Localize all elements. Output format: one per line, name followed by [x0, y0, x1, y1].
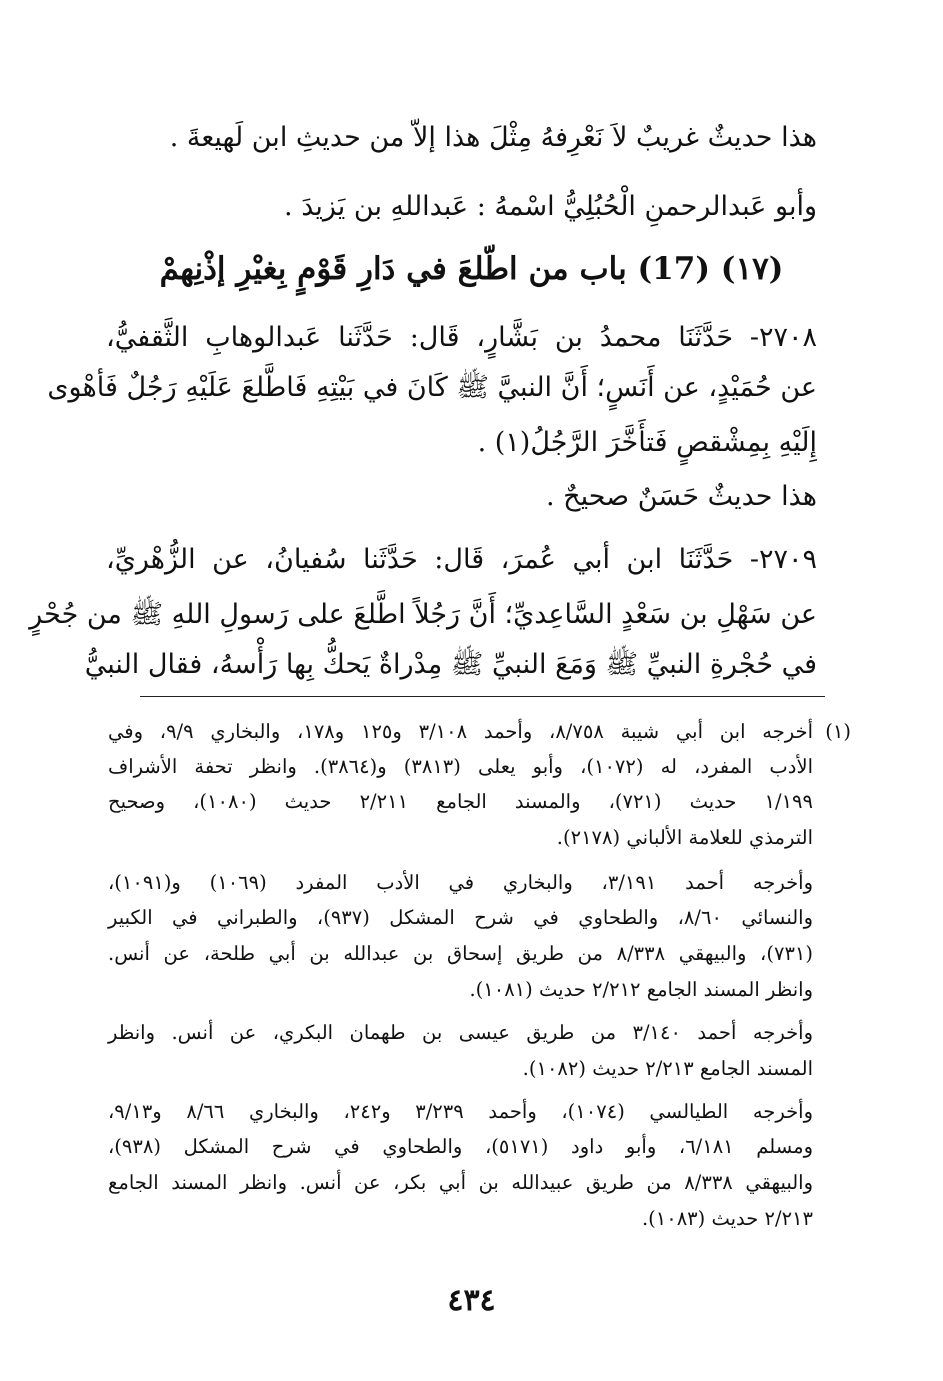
footnote-line: والنسائي ٨/٦٠، والطحاوي في شرح المشكل (٩٣٧)، والطبراني في الكبير	[108, 906, 813, 929]
narrator-note-line: وأبو عَبدالرحمنِ الْحُبُلِيُّ اسْمهُ : عَبداللهِ بن يَزيدَ .	[284, 191, 817, 222]
hadith-grade-line-2: هذا حديثٌ حَسَنٌ صحيحٌ .	[546, 481, 817, 512]
hadith-2709-line-1: ٢٧٠٩- حَدَّثَنَا ابن أبي عُمرَ، قَال: حَدَّثَنا سُفيانُ، عن الزُّهْريِّ،	[106, 544, 817, 575]
footnote-line: والبيهقي ٨/٣٣٨ من طريق عبيدالله بن أبي بكر، عن أنس. وانظر المسند الجامع	[108, 1171, 813, 1194]
footnote-line: ومسلم ٦/١٨١، وأبو داود (٥١٧١)، والطحاوي في شرح المشكل (٩٣٨)،	[108, 1135, 813, 1158]
footnote-line: الترمذي للعلامة الألباني (٢١٧٨).	[556, 826, 813, 849]
hadith-2708-line-3: إِلَيْهِ بِمِشْقصٍ فَتأَخَّرَ الرَّجُلُ(١) .	[477, 427, 817, 458]
footnote-line: ١/١٩٩ حديث (٧٢١)، والمسند الجامع ٢/٢١١ حديث (١٠٨٠)، وصحيح	[108, 790, 813, 813]
chapter-heading: (١٧) (17) باب من اطّلعَ في دَارِ قَوْمٍ بِغيْرِ إذْنِهمْ	[159, 251, 784, 287]
hadith-2708-line-1: ٢٧٠٨- حَدَّثَنَا محمدُ بن بَشَّارٍ، قَال: حَدَّثَنا عَبدالوهابِ الثَّقفيُّ،	[106, 322, 817, 353]
hadith-2708-line-2: عن حُمَيْدٍ، عن أَنَسٍ؛ أَنَّ النبيَّ ﷺ كَانَ في بَيْتِهِ فَاطَّلعَ عَلَيْهِ رَجُلٌ فَأهْوى	[47, 372, 817, 403]
hadith-2709-line-2: عن سَهْلِ بن سَعْدٍ السَّاعِديِّ؛ أَنَّ رَجُلاً اطَّلعَ على رَسولِ اللهِ ﷺ من جُحْرٍ	[29, 599, 817, 630]
footnote-line: (٧٣١)، والبيهقي ٨/٣٣٨ من طريق إسحاق بن عبدالله بن أبي طلحة، عن أنس.	[108, 942, 813, 965]
footnote-marker: (١)	[825, 720, 851, 743]
footnote-line: وأخرجه الطيالسي (١٠٧٤)، وأحمد ٣/٢٣٩ و٢٤٢، والبخاري ٨/٦٦ و٩/١٣،	[108, 1100, 813, 1123]
footnote-line: وانظر المسند الجامع ٢/٢١٢ حديث (١٠٨١).	[469, 978, 813, 1001]
page-number: ٤٣٤	[447, 1283, 496, 1318]
footnote-line: وأخرجه أحمد ٣/١٩١، والبخاري في الأدب المفرد (١٠٦٩) و(١٠٩١)،	[108, 871, 813, 894]
hadith-grade-line: هذا حديثٌ غريبٌ لاَ نَعْرِفهُ مِثْلَ هذا إلاّ من حديثِ ابن لَهيعةَ .	[169, 122, 817, 153]
footnote-line: المسند الجامع ٢/٢١٣ حديث (١٠٨٢).	[522, 1057, 813, 1080]
hadith-2709-line-3: في حُجْرةِ النبيِّ ﷺ وَمَعَ النبيِّ ﷺ مِدْراةٌ يَحكُّ بِها رَأْسهُ، فقال النبيُّ	[84, 649, 817, 680]
footnote-separator	[140, 696, 825, 697]
footnote-line: الأدب المفرد، له (١٠٧٢)، وأبو يعلى (٣٨١٣) و(٣٨٦٤). وانظر تحفة الأشراف	[108, 755, 813, 778]
footnote-line: ٢/٢١٣ حديث (١٠٨٣).	[641, 1207, 813, 1230]
footnote-line: وأخرجه أحمد ٣/١٤٠ من طريق عيسى بن طهمان البكري، عن أنس. وانظر	[108, 1021, 813, 1044]
footnote-line: أخرجه ابن أبي شيبة ٨/٧٥٨، وأحمد ٣/١٠٨ و١٢٥ و١٧٨، والبخاري ٩/٩، وفي	[108, 720, 814, 743]
